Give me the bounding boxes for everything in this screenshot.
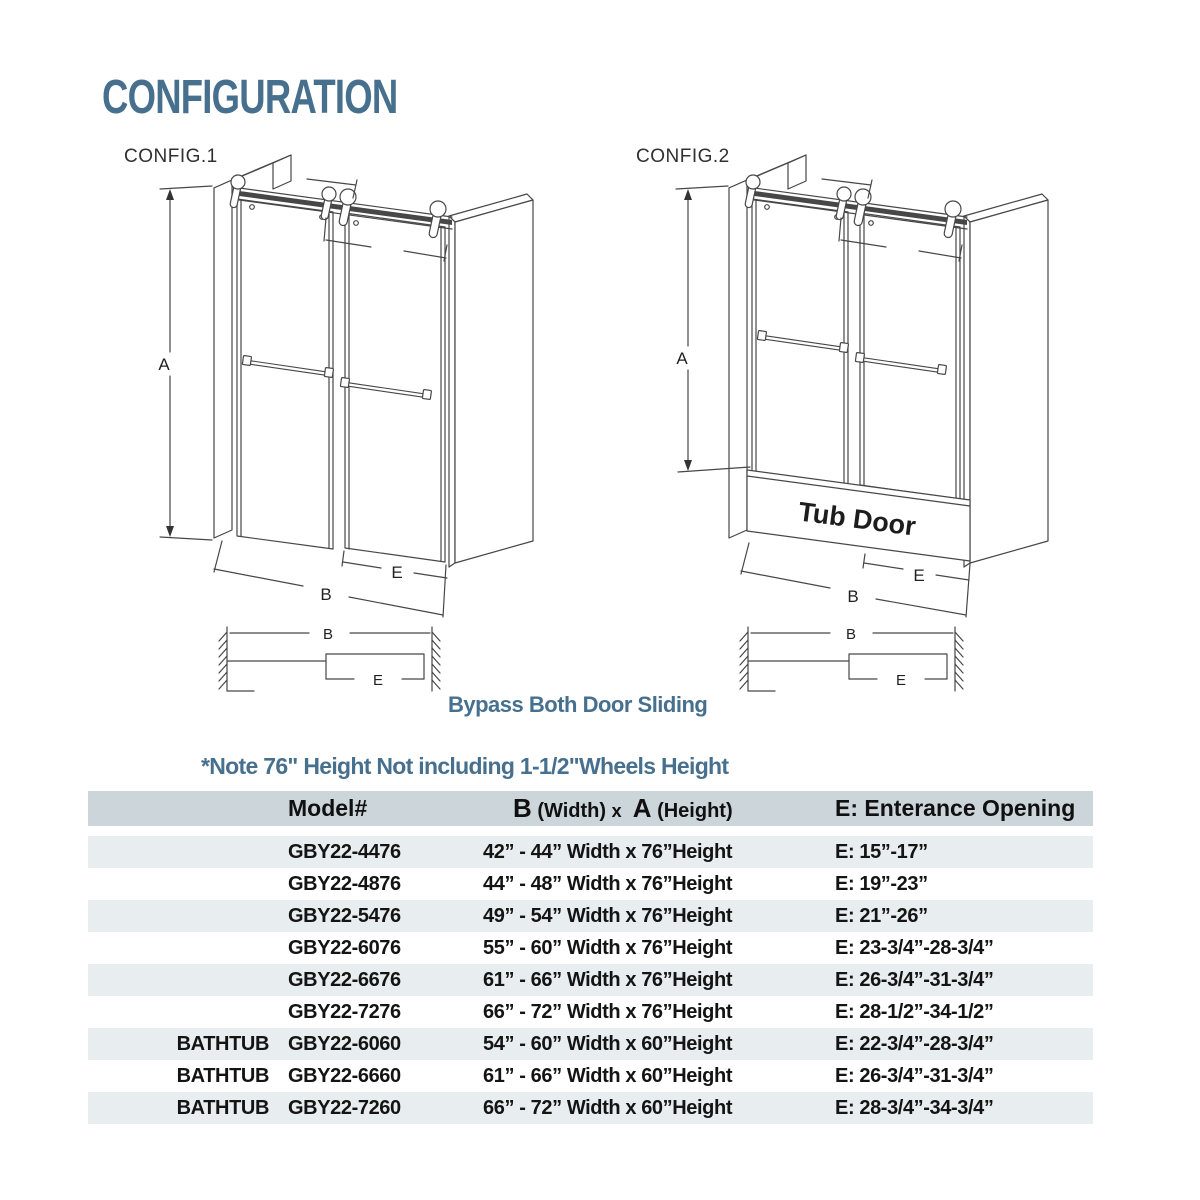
header-size-a: A xyxy=(632,793,652,823)
config2-elevation xyxy=(636,146,1048,617)
table-row xyxy=(88,932,1093,964)
row-opening: E: 28-3/4”-34-3/4” xyxy=(835,1096,994,1119)
plan1-dim-b-label: B xyxy=(322,626,334,643)
row-prefix: BATHTUB xyxy=(176,1032,269,1055)
table-row xyxy=(88,900,1093,932)
config1-towel-bars xyxy=(242,355,431,399)
config1-dim-e-label: E xyxy=(391,563,403,582)
row-model: GBY22-4476 xyxy=(288,840,401,863)
header-size-a-sub: (Height) xyxy=(657,800,733,822)
row-opening: E: 28-1/2”-34-1/2” xyxy=(835,1000,994,1023)
table-row xyxy=(88,996,1093,1028)
tub-door-label: Tub Door xyxy=(796,496,918,542)
row-size: 49” - 54” Width x 76”Height xyxy=(483,904,733,927)
table-body xyxy=(88,836,1093,1124)
row-opening: E: 22-3/4”-28-3/4” xyxy=(835,1032,994,1055)
config1-right-wall xyxy=(449,194,533,567)
row-opening: E: 26-3/4”-31-3/4” xyxy=(835,1064,994,1087)
row-opening: E: 21”-26” xyxy=(835,904,928,927)
config1-plan-view xyxy=(219,626,440,691)
table-row xyxy=(88,964,1093,996)
table-row xyxy=(88,868,1093,900)
header-size-b-sub: (Width) xyxy=(537,800,607,822)
table-row xyxy=(88,1092,1093,1124)
row-prefix: BATHTUB xyxy=(176,1096,269,1119)
row-size: 44” - 48” Width x 76”Height xyxy=(483,872,733,895)
plan2-dim-b-label: B xyxy=(845,626,857,643)
config1-dim-b-label: B xyxy=(320,585,332,604)
row-opening: E: 15”-17” xyxy=(835,840,928,863)
row-size: 61” - 66” Width x 76”Height xyxy=(483,968,733,991)
config2-doors xyxy=(752,199,960,499)
header-size-b: B xyxy=(513,793,532,823)
table-row xyxy=(88,1060,1093,1092)
row-size: 66” - 72” Width x 60”Height xyxy=(483,1096,733,1119)
row-model: GBY22-6060 xyxy=(288,1032,401,1055)
config2-dim-a-label: A xyxy=(676,349,688,368)
row-prefix: BATHTUB xyxy=(176,1064,269,1087)
diagram-caption: Bypass Both Door Sliding xyxy=(448,692,708,717)
height-note: *Note 76" Height Not including 1-1/2"Wheels Height xyxy=(201,753,729,779)
header-model: Model# xyxy=(288,795,368,821)
row-size: 61” - 66” Width x 60”Height xyxy=(483,1064,733,1087)
row-model: GBY22-6076 xyxy=(288,936,401,959)
config1-dimension-b xyxy=(214,541,446,617)
row-opening: E: 19”-23” xyxy=(835,872,928,895)
config1-dimension-e xyxy=(342,551,447,582)
config2-towel-bars xyxy=(757,330,946,374)
config1-dimension-a xyxy=(158,186,212,540)
row-model: GBY22-4876 xyxy=(288,872,401,895)
row-opening: E: 23-3/4”-28-3/4” xyxy=(835,936,994,959)
header-opening: E: Enterance Opening xyxy=(835,795,1076,821)
config2-dim-e-label: E xyxy=(913,566,925,585)
row-model: GBY22-5476 xyxy=(288,904,401,927)
row-model: GBY22-7276 xyxy=(288,1000,401,1023)
header-size-x: x xyxy=(611,801,622,821)
config1-elevation xyxy=(124,146,533,617)
row-model: GBY22-7260 xyxy=(288,1096,401,1119)
row-model: GBY22-6676 xyxy=(288,968,401,991)
table-row xyxy=(88,1028,1093,1060)
header-size xyxy=(478,793,828,824)
page-title: CONFIGURATION xyxy=(102,71,398,124)
table-row xyxy=(88,836,1093,868)
config1-label: CONFIG.1 xyxy=(124,146,218,167)
config2-plan-view xyxy=(740,626,963,691)
row-model: GBY22-6660 xyxy=(288,1064,401,1087)
config1-left-wall xyxy=(214,155,291,538)
config2-right-wall xyxy=(964,194,1048,567)
config2-dim-b-label: B xyxy=(847,587,859,606)
plan2-dim-e-label: E xyxy=(895,672,907,689)
row-size: 55” - 60” Width x 76”Height xyxy=(483,936,733,959)
config2-tub-apron xyxy=(747,470,970,561)
row-opening: E: 26-3/4”-31-3/4” xyxy=(835,968,994,991)
config2-label: CONFIG.2 xyxy=(636,146,730,167)
config1-dim-a-label: A xyxy=(158,355,170,374)
row-size: 54” - 60” Width x 60”Height xyxy=(483,1032,733,1055)
spec-table xyxy=(88,791,1093,1124)
plan1-dim-e-label: E xyxy=(372,672,384,689)
table-header-row xyxy=(88,791,1093,826)
row-size: 42” - 44” Width x 76”Height xyxy=(483,840,733,863)
row-size: 66” - 72” Width x 76”Height xyxy=(483,1000,733,1023)
